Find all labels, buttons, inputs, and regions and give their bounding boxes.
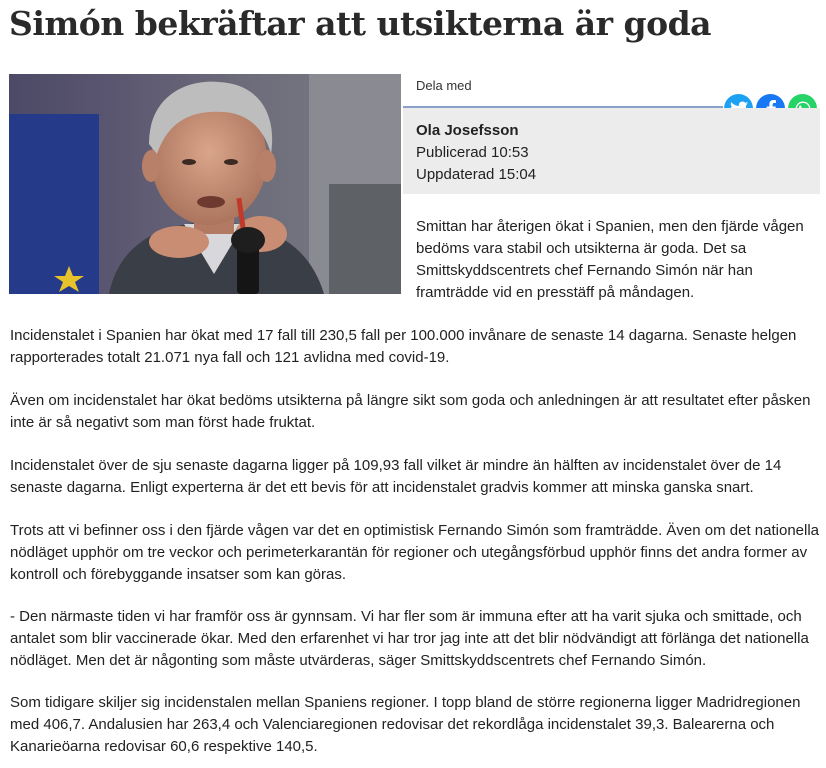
- article-paragraph: Trots att vi befinner oss i den fjärde vågen var det en optimistisk Fernando Simón som framträdde. Även om det nationella nödläget upphör om tre veckor och perimeterkarantän för regioner och utegångsförbud upphör finns det andra former av kontroll och förebyggande insatser som kan göras.: [10, 522, 820, 583]
- article-paragraph: - Den närmaste tiden vi har framför oss är gynnsam. Vi har fler som är immuna efter att ha varit sjuka och smittade, och antalet som blir vaccinerade ökar. Med den erfarenhet vi har tror jag inte att det blir nödvändigt att förlänga det nationella nödläget. Men det är någonting som måste utvärderas, säger Smittskyddscentrets chef Fernando Simón.: [10, 608, 809, 669]
- author-name: Ola Josefsson: [416, 122, 519, 139]
- photo-illustration: [9, 74, 401, 294]
- updated-time: Uppdaterad 15:04: [416, 166, 537, 183]
- article-paragraph: Som tidigare skiljer sig incidenstalen mellan Spaniens regioner. I topp bland de större regionerna ligger Madridregionen med 406,7. Andalusien har 263,4 och Valenciaregionen redovisar det rekordlåga incidenstalet 39,3. Balearerna och Kanarieöarna redovisar 60,6 respektive 140,5.: [10, 694, 801, 755]
- share-label: Dela med: [416, 78, 472, 93]
- article-paragraph: Incidenstalet över de sju senaste dagarna ligger på 109,93 fall vilket är mindre än hälften av incidenstalet över de 14 senaste dagarna. Enligt experterna är det ett bevis för att incidenstalet gradvis kommer att minska ganska snart.: [10, 457, 782, 496]
- article-lede: Smittan har återigen ökat i Spanien, men den fjärde vågen bedöms vara stabil och utsikterna är goda. Det sa Smittskyddscentrets chef Fernando Simón när han framträdde vid en presstäff på måndagen.: [416, 218, 804, 301]
- article-meta: [403, 108, 820, 194]
- article-paragraph: Även om incidenstalet har ökat bedöms utsikterna på längre sikt som goda och anledningen är att resultatet efter påsken inte är så negativt som man först hade fruktat.: [10, 392, 811, 431]
- article-title: Simón bekräftar att utsikterna är goda: [9, 4, 712, 43]
- article-photo: [9, 74, 401, 294]
- published-time: Publicerad 10:53: [416, 144, 529, 161]
- article-paragraph: Incidenstalet i Spanien har ökat med 17 fall till 230,5 fall per 100.000 invånare de senaste 14 dagarna. Senaste helgen rapporterades totalt 21.071 nya fall och 121 avlidna med covid-19.: [10, 327, 797, 366]
